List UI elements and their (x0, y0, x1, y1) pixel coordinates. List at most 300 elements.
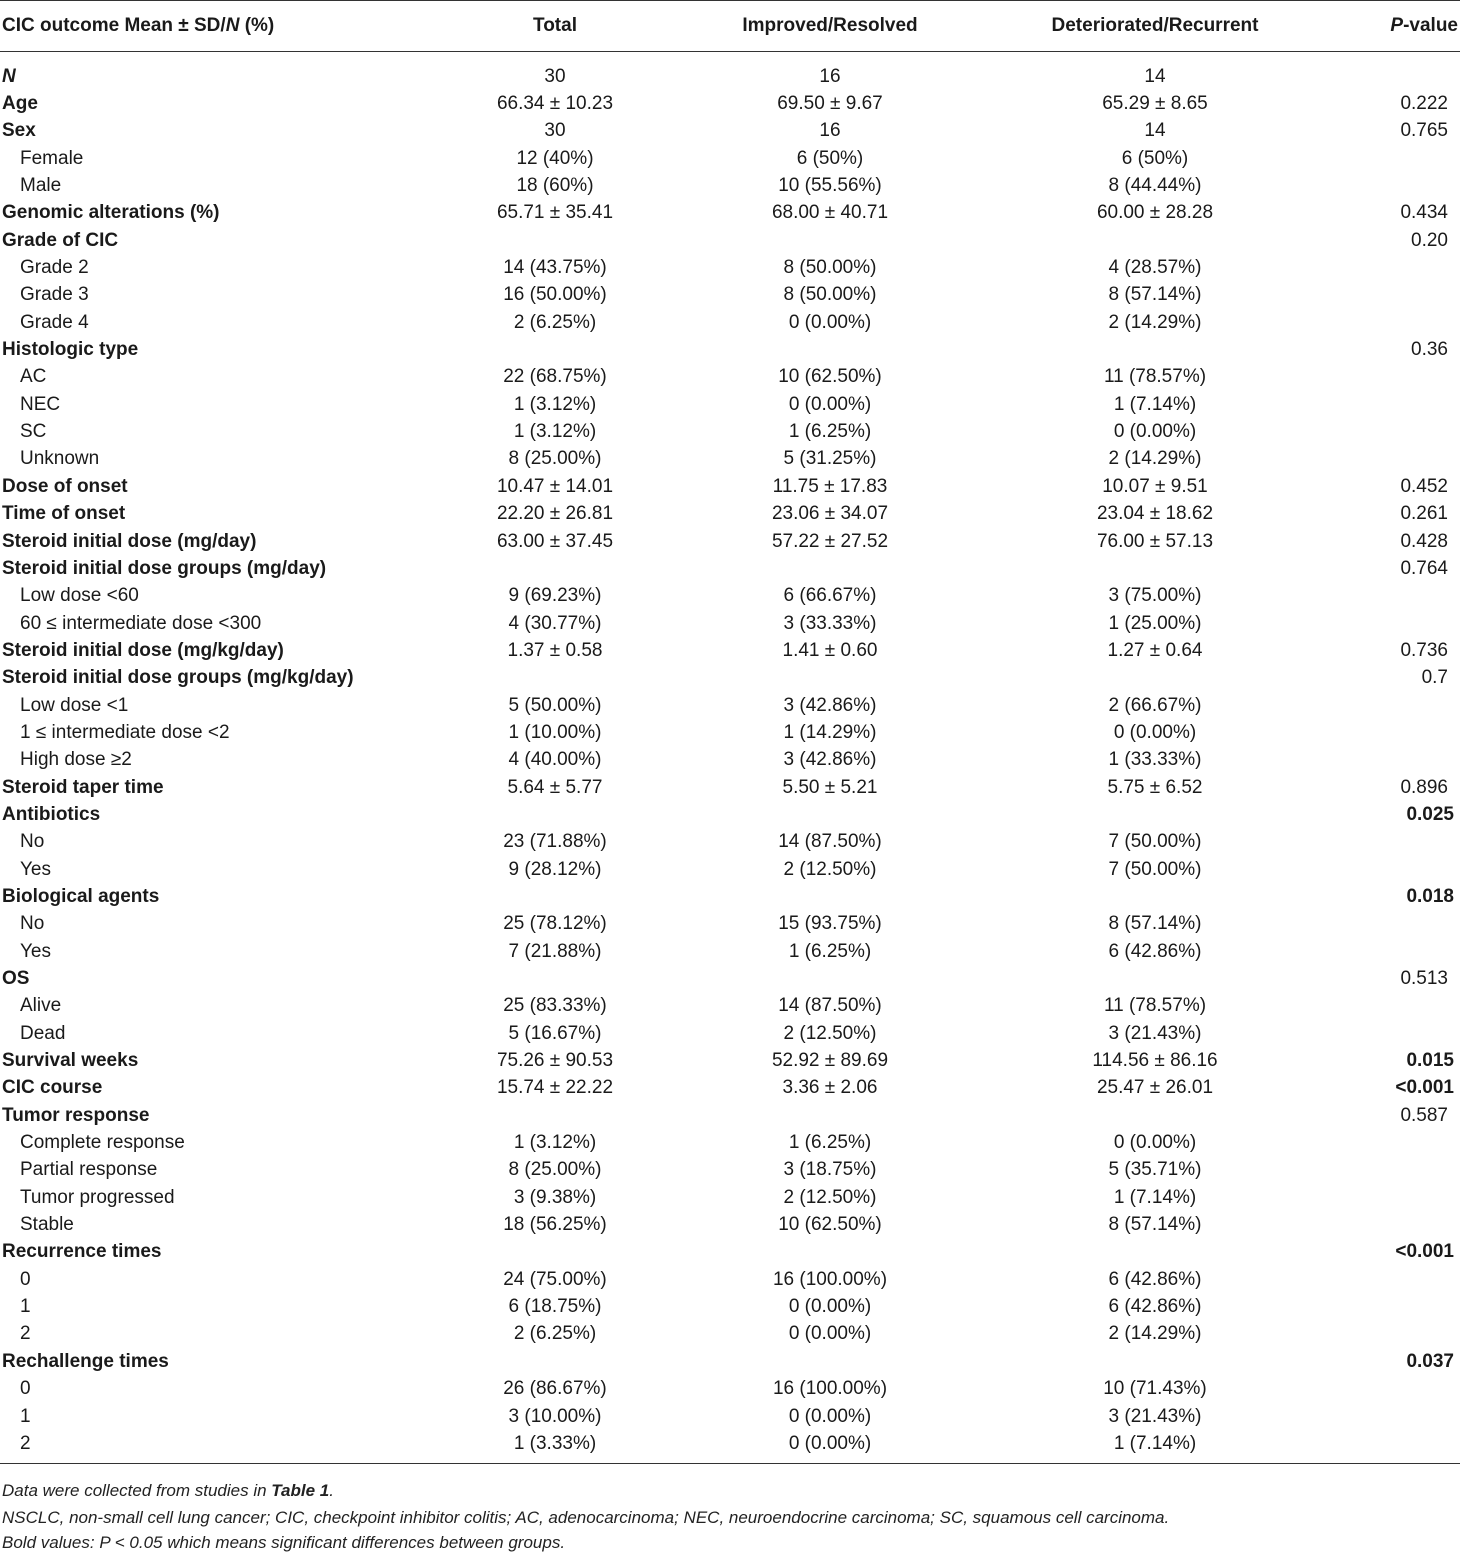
cell-deteriorated: 5.75 ± 6.52 (1107, 776, 1203, 798)
table-row (0, 281, 1460, 308)
cell-deteriorated: 10 (71.43%) (1103, 1378, 1207, 1400)
cell-improved: 11.75 ± 17.83 (772, 475, 888, 497)
row-label: Yes (20, 858, 51, 880)
footnote-bold-values: Bold values: P < 0.05 which means significant differences between groups. (2, 1533, 566, 1552)
row-label: N (2, 65, 16, 87)
cell-deteriorated: 3 (21.43%) (1108, 1405, 1202, 1427)
table-row (0, 500, 1460, 527)
row-label: NEC (20, 393, 61, 415)
table-row (0, 336, 1460, 363)
cell-deteriorated (970, 1238, 1340, 1265)
cell-deteriorated: 5 (35.71%) (1108, 1159, 1202, 1181)
table-row (0, 1156, 1460, 1183)
table-row (0, 445, 1460, 472)
header-row (0, 1, 1460, 52)
cell-p-value (1340, 63, 1460, 90)
cell-p-value (1340, 938, 1460, 965)
row-label: 0 (20, 1378, 31, 1400)
table-row (0, 801, 1460, 828)
row-label: Grade 3 (20, 284, 89, 306)
table-row (0, 938, 1460, 965)
cell-deteriorated: 65.29 ± 8.65 (1102, 93, 1208, 115)
row-label: Age (2, 93, 38, 115)
cell-improved: 5 (31.25%) (783, 448, 877, 470)
row-label: Histologic type (2, 339, 139, 361)
cell-p-value (1340, 1430, 1460, 1464)
cell-total: 1 (3.12%) (513, 1132, 597, 1154)
cell-total: 15.74 ± 22.22 (496, 1077, 614, 1099)
cell-deteriorated (970, 664, 1340, 691)
row-label: High dose ≥2 (20, 749, 132, 771)
cell-deteriorated: 4 (28.57%) (1108, 257, 1202, 279)
table-row (0, 609, 1460, 636)
table-row (0, 1074, 1460, 1101)
cell-p-value: 0.765 (1400, 120, 1448, 142)
cell-p-value (1340, 992, 1460, 1019)
cell-improved: 0 (0.00%) (788, 1405, 872, 1427)
cell-deteriorated: 0 (0.00%) (1113, 721, 1197, 743)
row-label: 1 ≤ intermediate dose <2 (20, 721, 230, 743)
cell-improved: 8 (50.00%) (783, 257, 877, 279)
cell-p-value: 0.736 (1400, 639, 1448, 661)
table-row (0, 1375, 1460, 1402)
cell-deteriorated: 7 (50.00%) (1108, 831, 1202, 853)
cell-p-value: 0.018 (1406, 885, 1454, 907)
cell-total: 1.37 ± 0.58 (507, 639, 603, 661)
row-label: Unknown (20, 448, 100, 470)
header-outcome-post: (%) (239, 15, 275, 36)
row-label: CIC course (2, 1077, 103, 1099)
cell-deteriorated (970, 1102, 1340, 1129)
spacer-cell (0, 52, 1460, 63)
table-row (0, 555, 1460, 582)
cell-improved: 10 (62.50%) (778, 366, 882, 388)
cell-improved: 10 (55.56%) (778, 175, 882, 197)
cell-improved: 0 (0.00%) (788, 393, 872, 415)
cell-total: 75.26 ± 90.53 (496, 1050, 614, 1072)
cell-p-value (1340, 855, 1460, 882)
cell-improved: 1 (6.25%) (788, 940, 872, 962)
cell-total: 1 (3.33%) (420, 1430, 690, 1464)
cell-p-value: 0.513 (1400, 968, 1448, 990)
cell-p-value (1340, 691, 1460, 718)
row-label: Male (20, 175, 62, 197)
cell-p-value (1340, 254, 1460, 281)
cell-p-value: 0.222 (1400, 93, 1448, 115)
cell-improved: 2 (12.50%) (783, 858, 877, 880)
cell-p-value (1340, 1129, 1460, 1156)
cell-p-value (1340, 609, 1460, 636)
table-row (0, 746, 1460, 773)
row-label: Stable (20, 1214, 74, 1236)
cell-improved (690, 555, 970, 582)
row-label: 1 (20, 1405, 31, 1427)
cell-p-value (1340, 1020, 1460, 1047)
cell-improved: 3 (42.86%) (783, 694, 877, 716)
cell-improved (690, 1238, 970, 1265)
cell-total (420, 555, 690, 582)
cell-p-value (1340, 1184, 1460, 1211)
table-row (0, 391, 1460, 418)
cell-improved (690, 336, 970, 363)
cell-improved: 0 (0.00%) (788, 1296, 872, 1318)
cell-p-value (1340, 719, 1460, 746)
table-row (0, 1238, 1460, 1265)
cell-p-value: 0.7 (1421, 667, 1448, 689)
table-row (0, 1402, 1460, 1429)
cell-improved: 14 (87.50%) (778, 995, 882, 1017)
cell-improved (690, 801, 970, 828)
cell-improved: 3 (18.75%) (783, 1159, 877, 1181)
cell-total: 5.64 ± 5.77 (507, 776, 603, 798)
table-row (0, 1320, 1460, 1347)
cell-p-value (1340, 746, 1460, 773)
cell-p-value (1340, 582, 1460, 609)
header-deteriorated: Deteriorated/Recurrent (970, 1, 1340, 52)
row-label: Grade 2 (20, 257, 89, 279)
table-row (0, 309, 1460, 336)
cell-total: 16 (50.00%) (503, 284, 607, 306)
cell-improved: 1 (6.25%) (788, 1132, 872, 1154)
cell-improved: 2 (12.50%) (783, 1186, 877, 1208)
cell-total: 9 (28.12%) (508, 858, 602, 880)
cell-total: 7 (21.88%) (508, 940, 602, 962)
table-row (0, 773, 1460, 800)
table-row (0, 855, 1460, 882)
cell-deteriorated: 3 (21.43%) (1108, 1022, 1202, 1044)
table-row (0, 883, 1460, 910)
table-row (0, 828, 1460, 855)
row-label: Dead (20, 1022, 66, 1044)
cell-deteriorated (970, 883, 1340, 910)
cell-p-value (1340, 1293, 1460, 1320)
cell-improved: 3 (42.86%) (783, 749, 877, 771)
table-row (0, 910, 1460, 937)
cell-p-value (1340, 1320, 1460, 1347)
cell-p-value (1340, 281, 1460, 308)
cell-total: 63.00 ± 37.45 (496, 530, 614, 552)
cell-deteriorated: 2 (14.29%) (1108, 1323, 1202, 1345)
row-label: Alive (20, 995, 62, 1017)
header-p-post: -value (1403, 15, 1458, 36)
table-row (0, 527, 1460, 554)
cell-deteriorated: 6 (50%) (1121, 147, 1189, 169)
footnote-source-pre: Data were collected from studies in (2, 1481, 272, 1500)
cell-deteriorated (970, 965, 1340, 992)
cell-improved: 14 (87.50%) (778, 831, 882, 853)
table-row (0, 1348, 1460, 1375)
row-label: Female (20, 147, 84, 169)
row-label: 2 (0, 1430, 420, 1464)
footnote-abbreviations: NSCLC, non-small cell lung cancer; CIC, checkpoint inhibitor colitis; AC, adenocarcinoma; NEC, neuroendocrine carcinoma; SC, squamous cell carcinoma. (2, 1508, 1170, 1527)
cell-deteriorated: 1.27 ± 0.64 (1107, 639, 1203, 661)
cell-p-value: 0.037 (1406, 1350, 1454, 1372)
table-row (0, 1102, 1460, 1129)
cell-deteriorated: 0 (0.00%) (1113, 1132, 1197, 1154)
table-header (0, 1, 1460, 52)
cell-total (420, 1348, 690, 1375)
cell-total (420, 801, 690, 828)
cell-deteriorated (970, 555, 1340, 582)
table-row (0, 1293, 1460, 1320)
cell-total: 4 (40.00%) (508, 749, 602, 771)
cell-improved: 6 (50%) (796, 147, 864, 169)
cell-improved (690, 227, 970, 254)
cell-total: 3 (9.38%) (513, 1186, 597, 1208)
cell-deteriorated: 14 (1144, 120, 1166, 142)
cell-total: 6 (18.75%) (508, 1296, 602, 1318)
row-label: Recurrence times (2, 1241, 162, 1263)
table-row (0, 145, 1460, 172)
row-label: Genomic alterations (%) (2, 202, 220, 224)
cell-improved: 1 (6.25%) (788, 421, 872, 443)
cell-total: 18 (60%) (516, 175, 594, 197)
cell-total: 18 (56.25%) (503, 1214, 607, 1236)
cell-deteriorated: 14 (1144, 65, 1166, 87)
cell-p-value: 0.452 (1400, 475, 1448, 497)
row-label: AC (20, 366, 47, 388)
cell-total: 4 (30.77%) (508, 612, 602, 634)
cell-deteriorated: 114.56 ± 86.16 (1092, 1050, 1218, 1072)
cell-total (420, 1238, 690, 1265)
cell-deteriorated: 8 (44.44%) (1108, 175, 1202, 197)
row-label: 1 (20, 1296, 31, 1318)
cell-total (420, 227, 690, 254)
cell-p-value (1340, 1375, 1460, 1402)
cell-deteriorated: 0 (0.00%) (1113, 421, 1197, 443)
table-row (0, 1430, 1460, 1464)
cell-deteriorated: 6 (42.86%) (1108, 1296, 1202, 1318)
cell-total: 65.71 ± 35.41 (496, 202, 614, 224)
row-label: Complete response (20, 1132, 185, 1154)
cell-p-value (1340, 363, 1460, 390)
cell-deteriorated: 2 (14.29%) (1108, 448, 1202, 470)
footnote-source-ref: Table 1 (271, 1481, 330, 1500)
cell-improved: 3.36 ± 2.06 (782, 1077, 878, 1099)
row-label: Antibiotics (2, 803, 101, 825)
cell-p-value (1340, 445, 1460, 472)
row-label: Tumor response (2, 1104, 150, 1126)
row-label: 2 (20, 1323, 31, 1345)
table-row (0, 1184, 1460, 1211)
table-row (0, 418, 1460, 445)
cell-deteriorated: 1 (7.14%) (1113, 393, 1197, 415)
row-label: Low dose <60 (20, 585, 139, 607)
header-outcome-pre: CIC outcome Mean ± SD/ (2, 15, 226, 36)
cell-improved (690, 883, 970, 910)
cell-p-value: 0.764 (1400, 557, 1448, 579)
cell-total: 66.34 ± 10.23 (496, 93, 614, 115)
cell-total: 24 (75.00%) (503, 1268, 607, 1290)
table-row (0, 637, 1460, 664)
cell-deteriorated (970, 801, 1340, 828)
cell-total: 8 (25.00%) (508, 1159, 602, 1181)
table-row (0, 1266, 1460, 1293)
cell-p-value (1340, 1402, 1460, 1429)
cell-p-value: <0.001 (1395, 1077, 1454, 1099)
cell-p-value: 0.896 (1400, 776, 1448, 798)
table-row (0, 1047, 1460, 1074)
cell-total (420, 664, 690, 691)
cell-total: 3 (10.00%) (508, 1405, 602, 1427)
cell-deteriorated: 60.00 ± 28.28 (1096, 202, 1214, 224)
row-label: Steroid taper time (2, 776, 164, 798)
row-label: Sex (2, 120, 36, 142)
header-improved: Improved/Resolved (690, 1, 970, 52)
table-row (0, 719, 1460, 746)
cell-improved: 10 (62.50%) (778, 1214, 882, 1236)
cell-improved: 16 (100.00%) (772, 1268, 888, 1290)
row-label: Dose of onset (2, 475, 128, 497)
cell-total (420, 1102, 690, 1129)
cell-p-value: 0.015 (1406, 1050, 1454, 1072)
cell-total: 30 (544, 65, 566, 87)
row-label: 60 ≤ intermediate dose <300 (20, 612, 262, 634)
row-label: OS (2, 968, 30, 990)
cell-total: 23 (71.88%) (503, 831, 607, 853)
cell-total (420, 336, 690, 363)
row-label: Tumor progressed (20, 1186, 175, 1208)
table-row (0, 473, 1460, 500)
header-total: Total (420, 1, 690, 52)
cell-total: 1 (3.12%) (513, 393, 597, 415)
cell-deteriorated: 1 (7.14%) (970, 1430, 1340, 1464)
cell-total: 9 (69.23%) (508, 585, 602, 607)
cell-total: 8 (25.00%) (508, 448, 602, 470)
cell-total: 12 (40%) (516, 147, 594, 169)
cell-improved: 1.41 ± 0.60 (782, 639, 878, 661)
cell-deteriorated: 1 (33.33%) (1108, 749, 1202, 771)
row-label: Grade 4 (20, 311, 89, 333)
row-label: Partial response (20, 1159, 158, 1181)
table-row (0, 63, 1460, 90)
cell-deteriorated (970, 1348, 1340, 1375)
cell-deteriorated: 23.04 ± 18.62 (1096, 503, 1214, 525)
cell-p-value (1340, 1266, 1460, 1293)
table-body (0, 52, 1460, 1464)
table-row (0, 1211, 1460, 1238)
cell-deteriorated (970, 336, 1340, 363)
table-row (0, 363, 1460, 390)
row-label: Steroid initial dose groups (mg/day) (2, 557, 327, 579)
table-row (0, 1020, 1460, 1047)
row-label: Grade of CIC (2, 229, 119, 251)
cell-p-value (1340, 172, 1460, 199)
cell-improved (690, 664, 970, 691)
cell-total: 26 (86.67%) (503, 1378, 607, 1400)
cell-p-value: 0.428 (1400, 530, 1448, 552)
row-label: SC (20, 421, 47, 443)
cell-total: 25 (78.12%) (503, 913, 607, 935)
table-row (0, 227, 1460, 254)
cell-improved: 2 (12.50%) (783, 1022, 877, 1044)
table-row (0, 691, 1460, 718)
cell-p-value (1340, 828, 1460, 855)
cell-p-value: 0.261 (1400, 503, 1448, 525)
cell-improved: 0 (0.00%) (788, 1323, 872, 1345)
cell-total: 22.20 ± 26.81 (496, 503, 614, 525)
row-label: Steroid initial dose (mg/day) (2, 530, 257, 552)
cell-p-value: 0.36 (1411, 339, 1448, 361)
cell-total: 1 (10.00%) (508, 721, 602, 743)
cell-p-value (1340, 910, 1460, 937)
row-label: 0 (20, 1268, 31, 1290)
cell-improved: 8 (50.00%) (783, 284, 877, 306)
cell-deteriorated (970, 227, 1340, 254)
spacer-row (0, 52, 1460, 63)
cell-improved (690, 965, 970, 992)
table-row (0, 90, 1460, 117)
cell-deteriorated: 1 (7.14%) (1113, 1186, 1197, 1208)
footnote-source (2, 1481, 334, 1501)
cell-improved (690, 1102, 970, 1129)
footnote-source-post: . (329, 1481, 334, 1500)
header-outcome (0, 1, 420, 52)
cell-p-value (1340, 391, 1460, 418)
header-p-italic: P (1390, 15, 1404, 36)
cell-total: 2 (6.25%) (513, 1323, 597, 1345)
cell-total: 5 (50.00%) (508, 694, 602, 716)
cell-deteriorated: 7 (50.00%) (1108, 858, 1202, 880)
cell-total (420, 965, 690, 992)
table-row (0, 582, 1460, 609)
cell-deteriorated: 25.47 ± 26.01 (1096, 1077, 1214, 1099)
cell-deteriorated: 2 (14.29%) (1108, 311, 1202, 333)
cell-total: 2 (6.25%) (513, 311, 597, 333)
table-row (0, 254, 1460, 281)
row-label: No (20, 831, 45, 853)
row-label: Rechallenge times (2, 1350, 169, 1372)
cell-improved: 52.92 ± 89.69 (771, 1050, 889, 1072)
cell-deteriorated: 8 (57.14%) (1108, 284, 1202, 306)
header-p-value (1340, 1, 1460, 52)
cell-deteriorated: 8 (57.14%) (1108, 1214, 1202, 1236)
cell-deteriorated: 11 (78.57%) (1103, 366, 1207, 388)
cell-improved: 6 (66.67%) (783, 585, 877, 607)
cell-total: 25 (83.33%) (503, 995, 607, 1017)
cell-improved: 16 (100.00%) (772, 1378, 888, 1400)
cell-total: 1 (3.12%) (513, 421, 597, 443)
cell-p-value (1340, 1156, 1460, 1183)
cell-p-value: <0.001 (1395, 1241, 1454, 1263)
cell-deteriorated: 6 (42.86%) (1108, 940, 1202, 962)
cell-improved: 0 (0.00%) (788, 311, 872, 333)
cell-total: 30 (544, 120, 566, 142)
row-label: Biological agents (2, 885, 160, 907)
cell-deteriorated: 11 (78.57%) (1103, 995, 1207, 1017)
cell-p-value (1340, 418, 1460, 445)
table-row (0, 965, 1460, 992)
cell-improved: 16 (819, 120, 841, 142)
cell-p-value: 0.587 (1400, 1104, 1448, 1126)
cell-improved: 23.06 ± 34.07 (771, 503, 889, 525)
row-label: Steroid initial dose (mg/kg/day) (2, 639, 284, 661)
cell-improved: 15 (93.75%) (778, 913, 882, 935)
cell-p-value: 0.434 (1400, 202, 1448, 224)
cell-total (420, 883, 690, 910)
cell-improved: 0 (0.00%) (690, 1430, 970, 1464)
cell-deteriorated: 6 (42.86%) (1108, 1268, 1202, 1290)
cell-deteriorated: 10.07 ± 9.51 (1102, 475, 1208, 497)
cell-improved: 3 (33.33%) (783, 612, 877, 634)
cell-total: 14 (43.75%) (503, 257, 607, 279)
cell-p-value: 0.20 (1411, 229, 1448, 251)
cell-deteriorated: 3 (75.00%) (1108, 585, 1202, 607)
cell-improved: 57.22 ± 27.52 (771, 530, 889, 552)
table-row (0, 117, 1460, 144)
cell-deteriorated: 1 (25.00%) (1108, 612, 1202, 634)
cell-total: 22 (68.75%) (503, 366, 607, 388)
